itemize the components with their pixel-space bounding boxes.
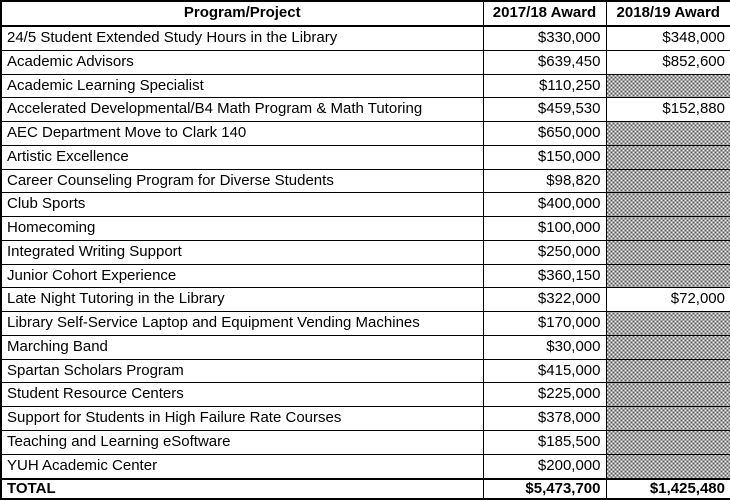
award-2017-18-cell: $185,500 [483, 430, 606, 454]
award-2017-18-cell: $250,000 [483, 240, 606, 264]
table-row [1, 312, 730, 336]
program-cell: YUH Academic Center [1, 454, 483, 478]
program-cell: Support for Students in High Failure Rate Courses [1, 407, 483, 431]
award-2018-19-cell-empty-hatched [606, 122, 730, 146]
program-cell: Teaching and Learning eSoftware [1, 430, 483, 454]
award-2017-18-cell: $200,000 [483, 454, 606, 478]
award-2017-18-cell: $330,000 [483, 26, 606, 50]
award-2017-18-cell: $650,000 [483, 122, 606, 146]
table-row [1, 98, 730, 122]
award-2018-19-cell-empty-hatched [606, 193, 730, 217]
award-2017-18-cell: $378,000 [483, 407, 606, 431]
table-row [1, 288, 730, 312]
total-2018-19-award: $1,425,480 [606, 479, 730, 500]
award-2017-18-cell: $225,000 [483, 383, 606, 407]
award-2018-19-cell-empty-hatched [606, 240, 730, 264]
award-2018-19-cell: $348,000 [606, 26, 730, 50]
program-cell: Student Resource Centers [1, 383, 483, 407]
award-2018-19-cell-empty-hatched [606, 383, 730, 407]
table-body [1, 26, 730, 479]
program-cell: Spartan Scholars Program [1, 359, 483, 383]
program-cell: Academic Advisors [1, 50, 483, 74]
award-2018-19-cell-empty-hatched [606, 335, 730, 359]
award-2017-18-cell: $360,150 [483, 264, 606, 288]
award-2017-18-cell: $150,000 [483, 145, 606, 169]
table-row [1, 26, 730, 50]
award-2018-19-cell-empty-hatched [606, 169, 730, 193]
program-cell: Library Self-Service Laptop and Equipment Vending Machines [1, 312, 483, 336]
award-2018-19-cell-empty-hatched [606, 359, 730, 383]
program-cell: Late Night Tutoring in the Library [1, 288, 483, 312]
program-cell: Junior Cohort Experience [1, 264, 483, 288]
award-2018-19-cell-empty-hatched [606, 407, 730, 431]
program-cell: Marching Band [1, 335, 483, 359]
table-row [1, 217, 730, 241]
award-2017-18-cell: $98,820 [483, 169, 606, 193]
table-row [1, 454, 730, 478]
column-header-2018-19-award: 2018/19 Award [606, 1, 730, 26]
table-row [1, 169, 730, 193]
program-cell: AEC Department Move to Clark 140 [1, 122, 483, 146]
table-row [1, 264, 730, 288]
award-2018-19-cell-empty-hatched [606, 74, 730, 98]
award-2018-19-cell: $852,600 [606, 50, 730, 74]
award-2018-19-cell-empty-hatched [606, 454, 730, 478]
award-2017-18-cell: $415,000 [483, 359, 606, 383]
table-row [1, 407, 730, 431]
award-2017-18-cell: $100,000 [483, 217, 606, 241]
table-row [1, 50, 730, 74]
award-2018-19-cell-empty-hatched [606, 217, 730, 241]
column-header-program: Program/Project [1, 1, 483, 26]
award-2017-18-cell: $30,000 [483, 335, 606, 359]
award-2018-19-cell-empty-hatched [606, 430, 730, 454]
award-2017-18-cell: $459,530 [483, 98, 606, 122]
program-cell: Artistic Excellence [1, 145, 483, 169]
header-row [1, 1, 730, 26]
table-row [1, 193, 730, 217]
program-cell: Integrated Writing Support [1, 240, 483, 264]
program-cell: Academic Learning Specialist [1, 74, 483, 98]
award-2018-19-cell-empty-hatched [606, 312, 730, 336]
total-2017-18-award: $5,473,700 [483, 479, 606, 500]
table-row [1, 383, 730, 407]
total-label: TOTAL [1, 479, 483, 500]
table-row [1, 359, 730, 383]
award-2017-18-cell: $170,000 [483, 312, 606, 336]
table-row [1, 240, 730, 264]
program-cell: Career Counseling Program for Diverse Students [1, 169, 483, 193]
total-row [1, 479, 730, 500]
award-2017-18-cell: $110,250 [483, 74, 606, 98]
award-2017-18-cell: $322,000 [483, 288, 606, 312]
table-row [1, 430, 730, 454]
program-cell: Club Sports [1, 193, 483, 217]
award-2018-19-cell-empty-hatched [606, 264, 730, 288]
award-2018-19-cell: $152,880 [606, 98, 730, 122]
award-2017-18-cell: $639,450 [483, 50, 606, 74]
table-row [1, 145, 730, 169]
program-cell: Accelerated Developmental/B4 Math Program & Math Tutoring [1, 98, 483, 122]
column-header-2017-18-award: 2017/18 Award [483, 1, 606, 26]
award-2017-18-cell: $400,000 [483, 193, 606, 217]
table-row [1, 335, 730, 359]
award-2018-19-cell-empty-hatched [606, 145, 730, 169]
award-2018-19-cell: $72,000 [606, 288, 730, 312]
program-cell: 24/5 Student Extended Study Hours in the Library [1, 26, 483, 50]
program-cell: Homecoming [1, 217, 483, 241]
table-row [1, 122, 730, 146]
table-row [1, 74, 730, 98]
